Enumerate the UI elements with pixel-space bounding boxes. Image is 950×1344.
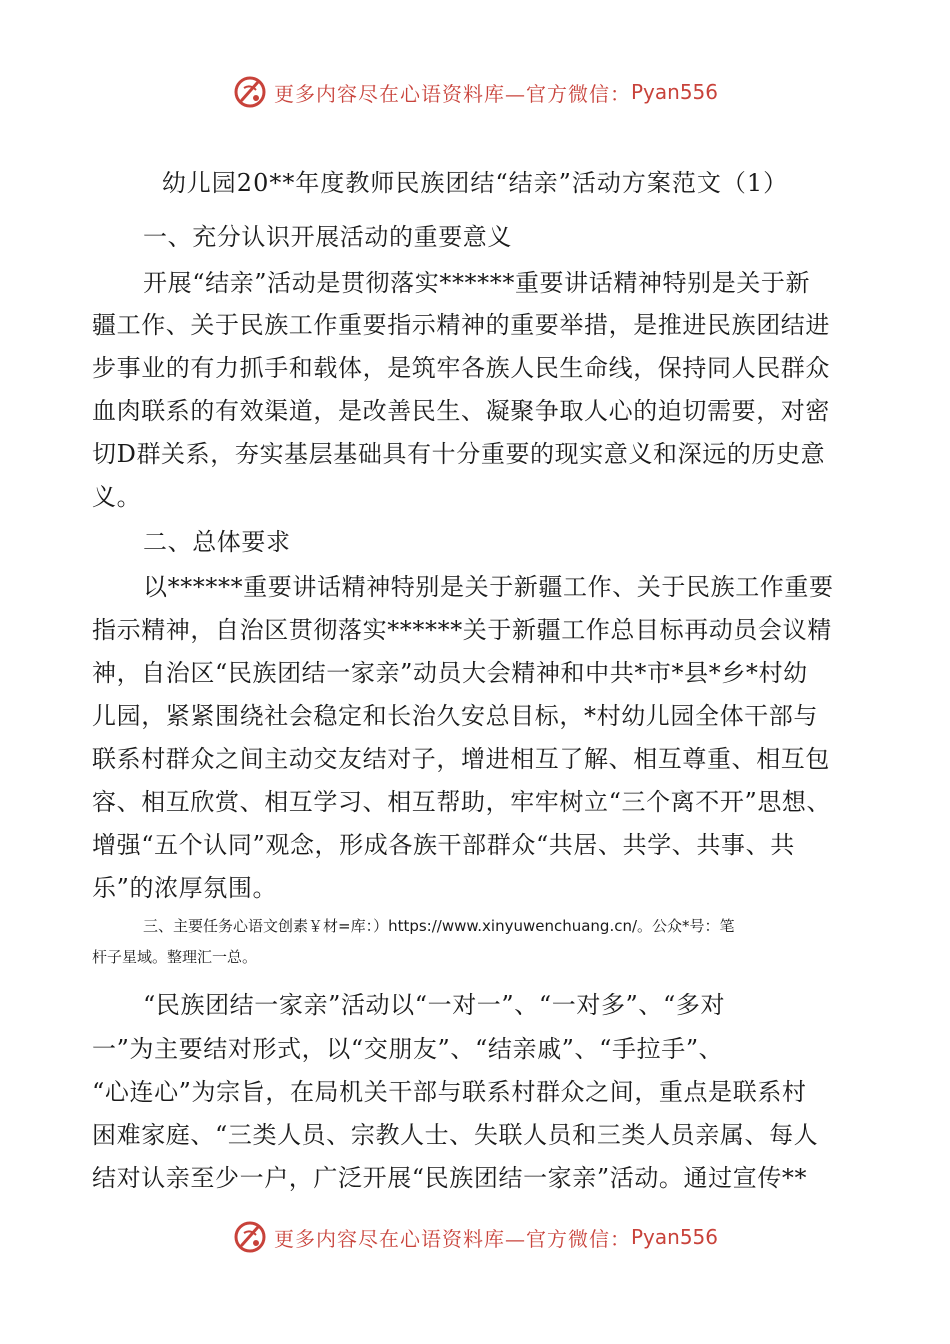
paragraph-line: 乐”的浓厚氛围。 xyxy=(92,874,278,902)
paragraph-line: “民族团结一家亲”活动以“一对一”、“一对多”、“多对 xyxy=(143,991,726,1019)
paragraph-line: 开展“结亲”活动是贯彻落实******重要讲话精神特别是关于新 xyxy=(143,269,811,297)
brand-logo-icon xyxy=(232,74,268,110)
paragraph-line: 指示精神，自治区贯彻落实******关于新疆工作总目标再动员会议精 xyxy=(92,616,832,644)
paragraph-line: 容、相互欣赏、相互学习、相互帮助，牢牢树立“三个离不开”思想、 xyxy=(92,788,832,816)
document-title: 幼儿园20**年度教师民族团结“结亲”活动方案范文（1） xyxy=(161,169,789,197)
paragraph-line: 困难家庭、“三类人员、宗教人士、失联人员和三类人员亲属、每人 xyxy=(92,1121,819,1149)
paragraph-line: 一”为主要结对形式，以“交朋友”、“结亲戚”、“手拉手”、 xyxy=(92,1035,724,1063)
banner-wechat-id: Pyan556 xyxy=(630,1225,718,1249)
paragraph-line: 切D群关系，夯实基层基础具有十分重要的现实意义和深远的历史意 xyxy=(92,440,826,468)
brand-logo-icon xyxy=(232,1219,268,1255)
paragraph-line: “心连心”为宗旨，在局机关干部与联系村群众之间，重点是联系村 xyxy=(92,1078,807,1106)
paragraph-line: 儿园，紧紧围绕社会稳定和长治久安总目标，*村幼儿园全体干部与 xyxy=(92,702,818,730)
banner-text: 更多内容尽在心语资料库—官方微信： xyxy=(273,81,631,106)
paragraph-line: 以******重要讲话精神特别是关于新疆工作、关于民族工作重要 xyxy=(143,573,834,601)
paragraph-line: 神，自治区“民族团结一家亲”动员大会精神和中共*市*县*乡*村幼 xyxy=(92,659,808,687)
banner-text: 更多内容尽在心语资料库—官方微信： xyxy=(273,1226,631,1251)
paragraph-line: 血肉联系的有效渠道，是改善民生、凝聚争取人心的迫切需要，对密 xyxy=(92,397,830,425)
paragraph-line: 联系村群众之间主动交友结对子，增进相互了解、相互尊重、相互包 xyxy=(92,745,830,773)
paragraph-line: 疆工作、关于民族工作重要指示精神的重要举措，是推进民族团结进 xyxy=(92,311,830,339)
heading-3: 三、主要任务心语文创素￥材=库：）https://www.xinyuwenchuang.cn/。公众*号：笔 xyxy=(143,917,735,935)
heading-3-continued: 杆子星域。整理汇一总。 xyxy=(92,948,258,966)
banner-wechat-id: Pyan556 xyxy=(630,80,718,104)
heading-1: 一、充分认识开展活动的重要意义 xyxy=(143,223,512,251)
paragraph-line: 步事业的有力抓手和载体，是筑牢各族人民生命线，保持同人民群众 xyxy=(92,354,830,382)
paragraph-line: 增强“五个认同”观念，形成各族干部群众“共居、共学、共事、共 xyxy=(92,831,795,859)
paragraph-line: 义。 xyxy=(92,483,142,511)
heading-2: 二、总体要求 xyxy=(143,528,291,556)
header-banner xyxy=(0,70,950,114)
paragraph-line: 结对认亲至少一户，广泛开展“民族团结一家亲”活动。通过宣传** xyxy=(92,1164,808,1192)
footer-banner xyxy=(0,1215,950,1259)
